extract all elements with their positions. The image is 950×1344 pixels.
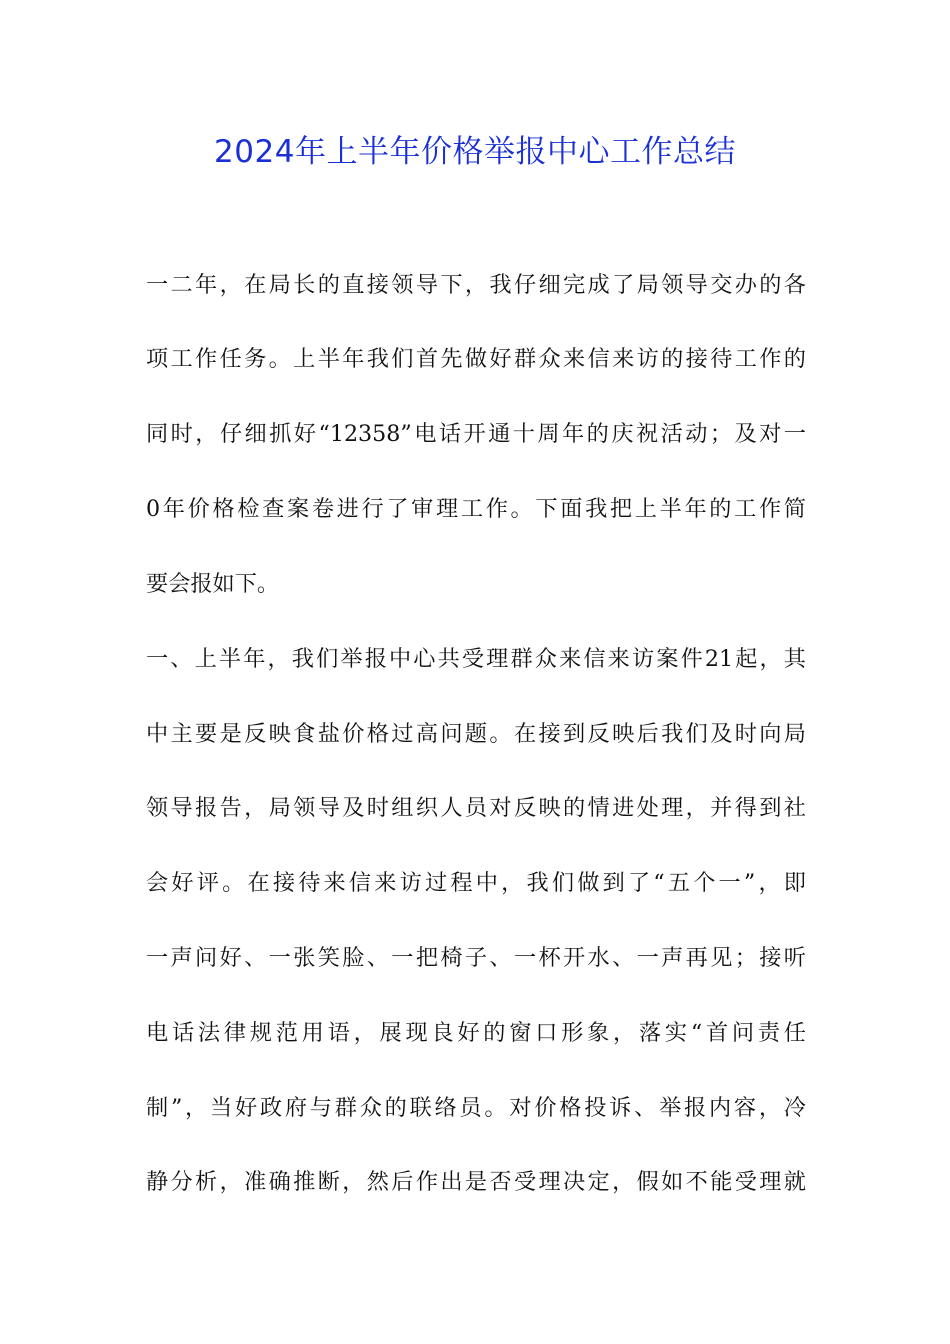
body-line-4: 0年价格检查案卷进行了审理工作。下面我把上半年的工作简 [146, 496, 806, 522]
body-line-13: 静分析，准确推断，然后作出是否受理决定，假如不能受理就 [146, 1169, 806, 1195]
body-line-9: 会好评。在接待来信来访过程中，我们做到了“五个一”，即 [146, 870, 806, 896]
body-line-3: 同时，仔细抓好“12358”电话开通十周年的庆祝活动；及对一 [146, 421, 806, 447]
body-line-7: 中主要是反映食盐价格过高问题。在接到反映后我们及时向局 [146, 721, 806, 747]
body-line-2: 项工作任务。上半年我们首先做好群众来信来访的接待工作的 [146, 346, 806, 372]
body-line-6: 一、上半年，我们举报中心共受理群众来信来访案件21起，其 [146, 646, 806, 672]
body-line-8: 领导报告，局领导及时组织人员对反映的情进处理，并得到社 [146, 795, 806, 821]
document-title: 2024年上半年价格举报中心工作总结 [214, 134, 736, 170]
body-line-12: 制”，当好政府与群众的联络员。对价格投诉、举报内容，冷 [146, 1095, 806, 1121]
body-line-1: 一二年，在局长的直接领导下，我仔细完成了局领导交办的各 [146, 272, 806, 298]
body-line-11: 电话法律规范用语，展现良好的窗口形象，落实“首问责任 [146, 1020, 806, 1046]
body-line-5: 要会报如下。 [146, 571, 280, 597]
body-line-10: 一声问好、一张笑脸、一把椅子、一杯开水、一声再见；接听 [146, 945, 806, 971]
